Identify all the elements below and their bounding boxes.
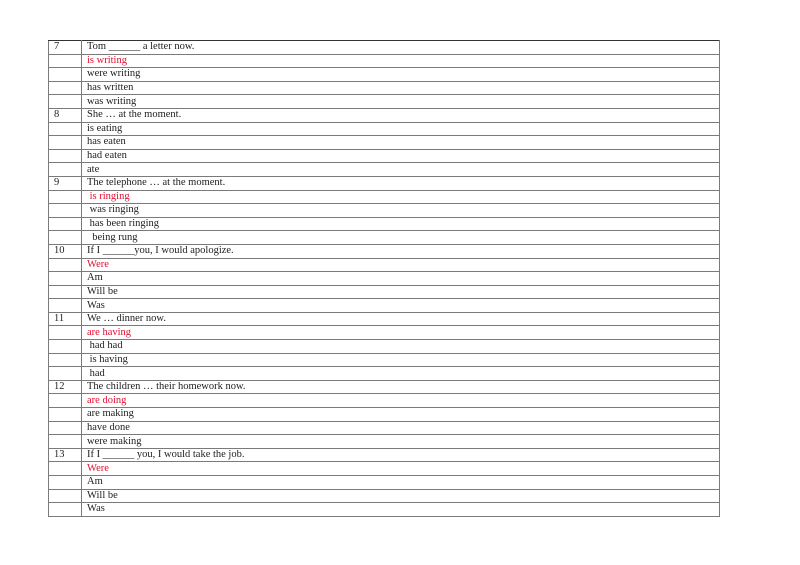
correct-option: is ringing <box>82 190 720 204</box>
option-number-cell <box>49 367 82 381</box>
question-text: The telephone … at the moment. <box>82 176 720 190</box>
option-text: Am <box>82 272 720 286</box>
option-row <box>49 285 720 299</box>
quiz-table <box>48 40 720 517</box>
option-row <box>49 394 720 408</box>
option-row <box>49 326 720 340</box>
question-text: She … at the moment. <box>82 108 720 122</box>
option-number-cell <box>49 489 82 503</box>
question-number: 10 <box>49 244 82 258</box>
option-row <box>49 299 720 313</box>
option-row <box>49 81 720 95</box>
question-row <box>49 41 720 55</box>
question-number: 9 <box>49 176 82 190</box>
question-text: Tom ______ a letter now. <box>82 41 720 55</box>
question-number: 8 <box>49 108 82 122</box>
option-number-cell <box>49 231 82 245</box>
option-row <box>49 367 720 381</box>
option-row <box>49 476 720 490</box>
option-text: has been ringing <box>82 217 720 231</box>
option-text: has eaten <box>82 136 720 150</box>
option-text: Am <box>82 476 720 490</box>
option-row <box>49 190 720 204</box>
option-number-cell <box>49 462 82 476</box>
option-text: ate <box>82 163 720 177</box>
option-number-cell <box>49 353 82 367</box>
option-row <box>49 489 720 503</box>
question-row <box>49 312 720 326</box>
option-row <box>49 272 720 286</box>
quiz-table-body <box>49 41 720 517</box>
option-number-cell <box>49 136 82 150</box>
option-number-cell <box>49 272 82 286</box>
question-row <box>49 176 720 190</box>
option-number-cell <box>49 421 82 435</box>
option-row <box>49 149 720 163</box>
option-text: is having <box>82 353 720 367</box>
option-row <box>49 231 720 245</box>
correct-option: are having <box>82 326 720 340</box>
option-number-cell <box>49 326 82 340</box>
option-number-cell <box>49 163 82 177</box>
option-row <box>49 95 720 109</box>
question-text: If I ______you, I would apologize. <box>82 244 720 258</box>
question-row <box>49 380 720 394</box>
option-number-cell <box>49 258 82 272</box>
option-row <box>49 435 720 449</box>
option-row <box>49 122 720 136</box>
question-row <box>49 244 720 258</box>
option-text: are making <box>82 408 720 422</box>
option-number-cell <box>49 54 82 68</box>
option-text: has written <box>82 81 720 95</box>
option-number-cell <box>49 394 82 408</box>
option-number-cell <box>49 190 82 204</box>
correct-option: Were <box>82 462 720 476</box>
option-number-cell <box>49 122 82 136</box>
question-number: 13 <box>49 448 82 462</box>
option-row <box>49 68 720 82</box>
option-number-cell <box>49 217 82 231</box>
option-number-cell <box>49 299 82 313</box>
option-text: had had <box>82 340 720 354</box>
option-text: Will be <box>82 285 720 299</box>
option-text: was ringing <box>82 204 720 218</box>
option-row <box>49 462 720 476</box>
option-text: being rung <box>82 231 720 245</box>
question-number: 12 <box>49 380 82 394</box>
option-row <box>49 163 720 177</box>
option-text: were making <box>82 435 720 449</box>
option-text: was writing <box>82 95 720 109</box>
option-row <box>49 408 720 422</box>
option-text: have done <box>82 421 720 435</box>
option-number-cell <box>49 285 82 299</box>
correct-option: is writing <box>82 54 720 68</box>
question-number: 11 <box>49 312 82 326</box>
option-number-cell <box>49 81 82 95</box>
option-text: had eaten <box>82 149 720 163</box>
question-text: If I ______ you, I would take the job. <box>82 448 720 462</box>
option-number-cell <box>49 408 82 422</box>
question-row <box>49 108 720 122</box>
option-number-cell <box>49 340 82 354</box>
option-number-cell <box>49 204 82 218</box>
option-row <box>49 136 720 150</box>
option-number-cell <box>49 149 82 163</box>
option-row <box>49 421 720 435</box>
option-text: Will be <box>82 489 720 503</box>
option-row <box>49 503 720 517</box>
option-number-cell <box>49 68 82 82</box>
option-row <box>49 204 720 218</box>
question-row <box>49 448 720 462</box>
question-text: We … dinner now. <box>82 312 720 326</box>
question-number: 7 <box>49 41 82 55</box>
option-text: were writing <box>82 68 720 82</box>
correct-option: are doing <box>82 394 720 408</box>
option-number-cell <box>49 503 82 517</box>
option-number-cell <box>49 476 82 490</box>
option-row <box>49 217 720 231</box>
option-text: had <box>82 367 720 381</box>
correct-option: Were <box>82 258 720 272</box>
option-row <box>49 353 720 367</box>
option-number-cell <box>49 95 82 109</box>
option-row <box>49 340 720 354</box>
option-text: Was <box>82 503 720 517</box>
option-row <box>49 54 720 68</box>
option-text: Was <box>82 299 720 313</box>
option-row <box>49 258 720 272</box>
option-number-cell <box>49 435 82 449</box>
option-text: is eating <box>82 122 720 136</box>
question-text: The children … their homework now. <box>82 380 720 394</box>
